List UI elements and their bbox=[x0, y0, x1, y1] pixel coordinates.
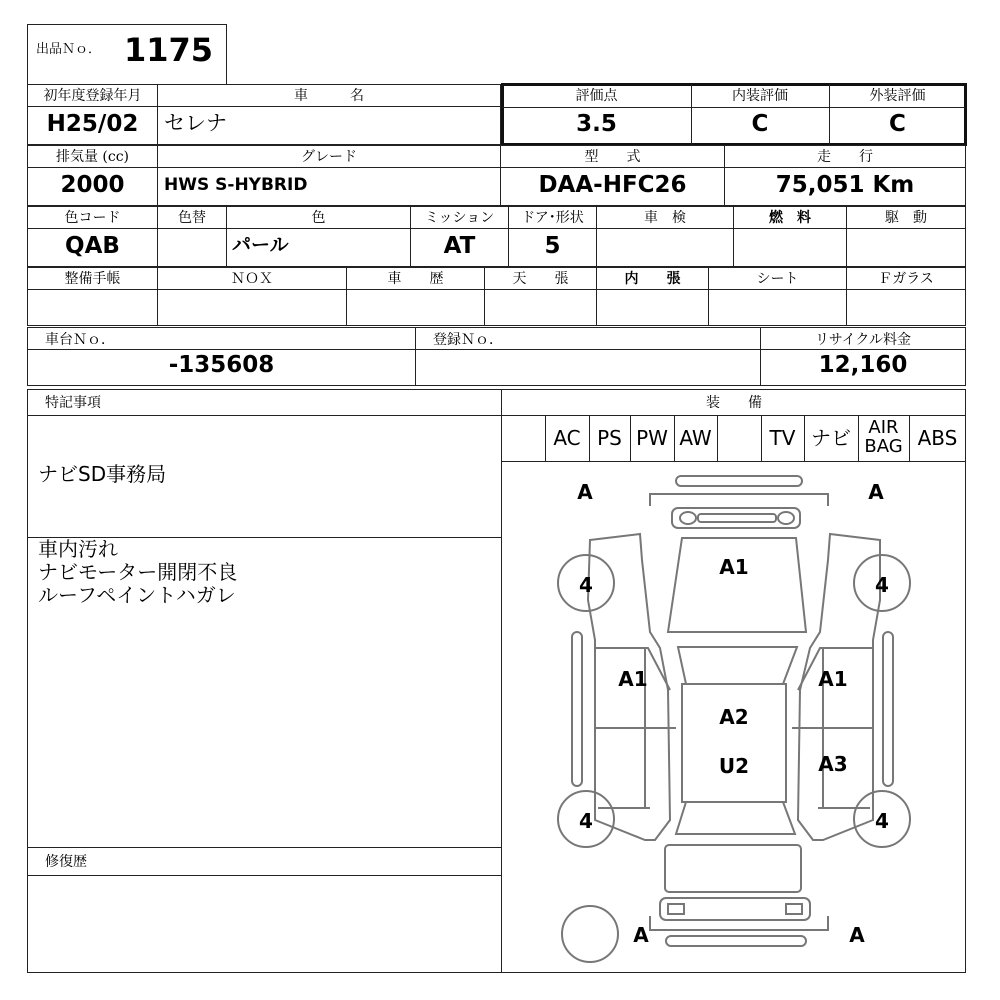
repair-label: 修復歴 bbox=[45, 854, 87, 870]
spare-tire-circle bbox=[562, 906, 618, 962]
notes-line: 車内汚れ bbox=[38, 537, 118, 561]
equipment-label: 装 備 bbox=[706, 395, 762, 411]
displacement-value: 2000 bbox=[60, 172, 125, 198]
score-label: 評価点 bbox=[575, 88, 618, 104]
roof-outline bbox=[682, 684, 786, 802]
equipment-item-airbag: AIR BAG bbox=[864, 417, 903, 457]
first-reg-value: H25/02 bbox=[46, 111, 139, 137]
rear-window-outline bbox=[676, 802, 795, 834]
equipment-item-ac: AC bbox=[553, 426, 581, 450]
tailgate-outline bbox=[665, 845, 801, 892]
equipment-item-tv: TV bbox=[769, 426, 796, 450]
mark-bonnet: A1 bbox=[719, 555, 749, 579]
transmission-label: ミッション bbox=[424, 210, 495, 226]
doors-value: 5 bbox=[544, 233, 561, 259]
equipment-item-aw: AW bbox=[679, 426, 712, 450]
nox-label: ＮＯＸ bbox=[231, 271, 273, 287]
equipment-item-abs: ABS bbox=[917, 426, 958, 450]
exterior-label: 外装評価 bbox=[869, 88, 926, 104]
mark-right-front-door: A1 bbox=[818, 667, 848, 691]
mark-rear-left: A bbox=[633, 923, 649, 947]
windshield-outline bbox=[678, 647, 797, 684]
mark-tire-fl: 4 bbox=[579, 573, 593, 597]
color-label: 色 bbox=[311, 210, 326, 226]
notes-label: 特記事項 bbox=[45, 395, 101, 411]
mark-front-right: A bbox=[868, 480, 884, 504]
notes-upper-text: ナビSD事務局 bbox=[38, 462, 167, 486]
mark-rear-right: A bbox=[849, 923, 865, 947]
bonnet-outline bbox=[668, 538, 806, 632]
mileage-label: 走 行 bbox=[817, 149, 873, 165]
front-bumper-outline bbox=[650, 476, 828, 528]
recycle-label: リサイクル料金 bbox=[814, 332, 912, 348]
recycle-value: 12,160 bbox=[818, 352, 908, 378]
mileage-value: 75,051 Km bbox=[775, 172, 915, 198]
mark-tire-rr: 4 bbox=[875, 809, 889, 833]
equipment-item-pw: PW bbox=[636, 426, 668, 450]
color-code-label: 色コード bbox=[64, 210, 121, 226]
doors-label: ドア･形状 bbox=[521, 210, 584, 226]
lot-number: 1175 bbox=[124, 31, 214, 69]
lot-label: 出品Ｎｏ． bbox=[36, 42, 102, 57]
inspection-label: 車 検 bbox=[644, 210, 686, 226]
color-change-label: 色替 bbox=[178, 210, 206, 226]
headliner-label: 内 張 bbox=[624, 271, 681, 287]
score-value: 3.5 bbox=[576, 111, 617, 137]
grade-label: グレード bbox=[301, 149, 357, 165]
registration-label: 登録Ｎｏ． bbox=[433, 332, 503, 348]
history-label: 車 歴 bbox=[387, 271, 444, 287]
notes-line: ナビモーター開閉不良 bbox=[38, 560, 238, 584]
mark-right-rear-door: A3 bbox=[818, 752, 848, 776]
color-code-value: QAB bbox=[65, 233, 120, 259]
glass-label: Ｆガラス bbox=[878, 271, 934, 287]
mark-roof-1: A2 bbox=[719, 705, 749, 729]
chassis-label: 車台Ｎｏ． bbox=[45, 332, 115, 348]
fuel-label: 燃 料 bbox=[769, 210, 811, 226]
equipment-item-navi: ナビ bbox=[811, 426, 851, 450]
seat-label: シート bbox=[756, 271, 799, 287]
drive-label: 駆 動 bbox=[885, 210, 927, 226]
mark-left-front-door: A1 bbox=[618, 667, 648, 691]
model-label: 型 式 bbox=[584, 149, 641, 165]
equipment-item-ps: PS bbox=[597, 426, 622, 450]
maintenance-label: 整備手帳 bbox=[64, 271, 121, 287]
mark-front-left: A bbox=[577, 480, 593, 504]
rear-bumper-outline bbox=[650, 898, 828, 946]
first-reg-label: 初年度登録年月 bbox=[43, 88, 142, 104]
mark-roof-2: U2 bbox=[718, 754, 750, 778]
model-value: DAA-HFC26 bbox=[538, 172, 687, 198]
lot-number-box bbox=[27, 24, 227, 85]
sunroof-label: 天 張 bbox=[512, 271, 569, 287]
chassis-value: -135608 bbox=[168, 352, 275, 378]
notes-line: ルーフペイントハガレ bbox=[38, 583, 236, 607]
transmission-value: AT bbox=[443, 233, 476, 259]
mark-tire-fr: 4 bbox=[875, 573, 889, 597]
color-value: パール bbox=[232, 234, 289, 256]
mark-tire-rl: 4 bbox=[579, 809, 593, 833]
interior-label: 内装評価 bbox=[732, 88, 788, 104]
interior-value: C bbox=[751, 111, 769, 137]
displacement-label: 排気量 (cc) bbox=[55, 149, 130, 165]
exterior-value: C bbox=[889, 111, 906, 137]
grade-value: HWS S-HYBRID bbox=[164, 175, 308, 195]
notes-lower-list bbox=[38, 538, 237, 607]
car-name-value: セレナ bbox=[164, 111, 227, 135]
car-name-label: 車 名 bbox=[294, 88, 364, 104]
